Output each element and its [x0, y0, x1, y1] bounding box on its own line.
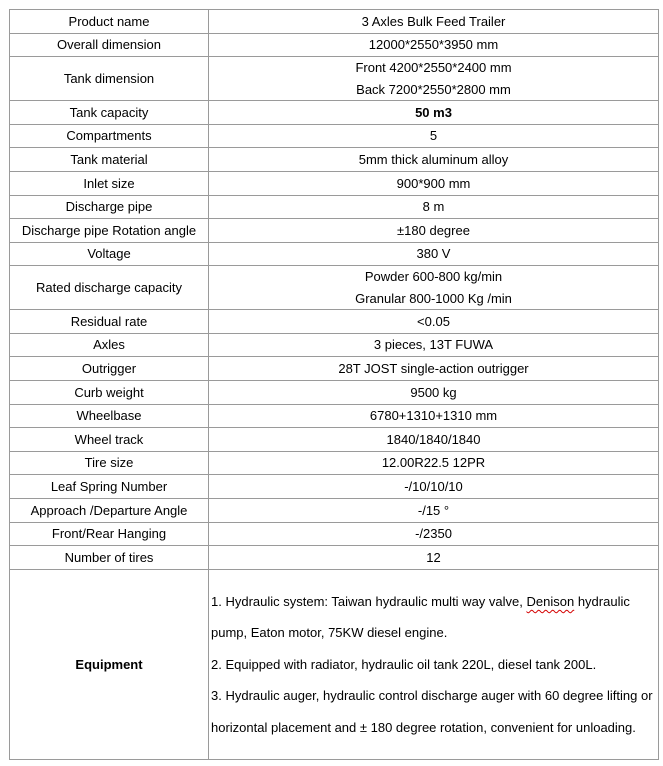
spec-row [10, 57, 659, 101]
spec-value: 900*900 mm [209, 172, 659, 196]
spec-value [209, 57, 659, 101]
spec-value: 6780+1310+1310 mm [209, 405, 659, 428]
spec-row [10, 34, 659, 57]
spec-label: Leaf Spring Number [10, 475, 209, 499]
spec-value: 5 [209, 125, 659, 148]
spec-row [10, 357, 659, 381]
spec-row [10, 266, 659, 310]
spec-value: 12 [209, 546, 659, 570]
spec-row [10, 381, 659, 405]
spec-row [10, 334, 659, 357]
spec-label: Front/Rear Hanging [10, 523, 209, 546]
spec-row [10, 101, 659, 125]
spec-value: 12.00R22.5 12PR [209, 452, 659, 475]
spec-label: Tank capacity [10, 101, 209, 125]
spec-label: Compartments [10, 125, 209, 148]
spec-label: Tire size [10, 452, 209, 475]
spec-row [10, 219, 659, 243]
spec-value: <0.05 [209, 310, 659, 334]
equipment-item: 3. Hydraulic auger, hydraulic control discharge auger with 60 degree lifting or horizontal placement and ± 180 degree rotation, convenient for unloading. [211, 688, 653, 735]
spec-row [10, 499, 659, 523]
spec-value-line: Back 7200*2550*2800 mm [356, 81, 511, 97]
spec-row [10, 405, 659, 428]
spec-label: Number of tires [10, 546, 209, 570]
spec-table [9, 9, 659, 760]
spec-value: -/2350 [209, 523, 659, 546]
spec-label: Inlet size [10, 172, 209, 196]
spec-label: Discharge pipe Rotation angle [10, 219, 209, 243]
spec-label: Tank dimension [10, 57, 209, 101]
spec-label: Wheel track [10, 428, 209, 452]
equipment-item-text: 1. Hydraulic system: Taiwan hydraulic multi way valve, [211, 593, 527, 609]
spec-label: Voltage [10, 243, 209, 266]
spec-value: 3 pieces, 13T FUWA [209, 334, 659, 357]
spec-label: Residual rate [10, 310, 209, 334]
spec-label: Approach /Departure Angle [10, 499, 209, 523]
spec-value: 12000*2550*3950 mm [209, 34, 659, 57]
spec-row [10, 310, 659, 334]
spec-value: 50 m3 [209, 101, 659, 125]
spec-value: 1840/1840/1840 [209, 428, 659, 452]
equipment-item: 2. Equipped with radiator, hydraulic oil tank 220L, diesel tank 200L. [211, 656, 597, 672]
spec-label: Axles [10, 334, 209, 357]
spec-row [10, 475, 659, 499]
equipment-label: Equipment [10, 570, 209, 760]
spec-value: 8 m [209, 196, 659, 219]
spec-row [10, 452, 659, 475]
spec-table-body [10, 10, 659, 760]
spec-label: Product name [10, 10, 209, 34]
spec-label: Outrigger [10, 357, 209, 381]
spec-value: -/15 ° [209, 499, 659, 523]
spec-label: Wheelbase [10, 405, 209, 428]
spec-label: Tank material [10, 148, 209, 172]
spec-row [10, 428, 659, 452]
spellcheck-word: Denison [526, 593, 575, 609]
spec-value: 3 Axles Bulk Feed Trailer [209, 10, 659, 34]
spec-row [10, 125, 659, 148]
spec-value [209, 266, 659, 310]
equipment-item-text: hydraulic pump, Eaton motor, 75KW diesel engine. [211, 593, 630, 641]
spec-row [10, 196, 659, 219]
spec-value: -/10/10/10 [209, 475, 659, 499]
spec-value: 9500 kg [209, 381, 659, 405]
spec-row [10, 243, 659, 266]
spec-row [10, 172, 659, 196]
spec-value-line: Powder 600-800 kg/min [364, 268, 503, 284]
spec-value: 5mm thick aluminum alloy [209, 148, 659, 172]
spec-label: Discharge pipe [10, 196, 209, 219]
spec-label: Curb weight [10, 381, 209, 405]
equipment-row [10, 570, 659, 760]
spec-value: ±180 degree [209, 219, 659, 243]
spec-label: Overall dimension [10, 34, 209, 57]
spec-value-line: Front 4200*2550*2400 mm [355, 59, 512, 75]
spec-row [10, 10, 659, 34]
spec-row [10, 523, 659, 546]
spec-row [10, 546, 659, 570]
equipment-list [209, 570, 659, 760]
spec-value-line: Granular 800-1000 Kg /min [355, 290, 512, 306]
spec-row [10, 148, 659, 172]
spec-value: 380 V [209, 243, 659, 266]
spec-value: 28T JOST single-action outrigger [209, 357, 659, 381]
spec-label: Rated discharge capacity [10, 266, 209, 310]
equipment-item [211, 586, 656, 649]
